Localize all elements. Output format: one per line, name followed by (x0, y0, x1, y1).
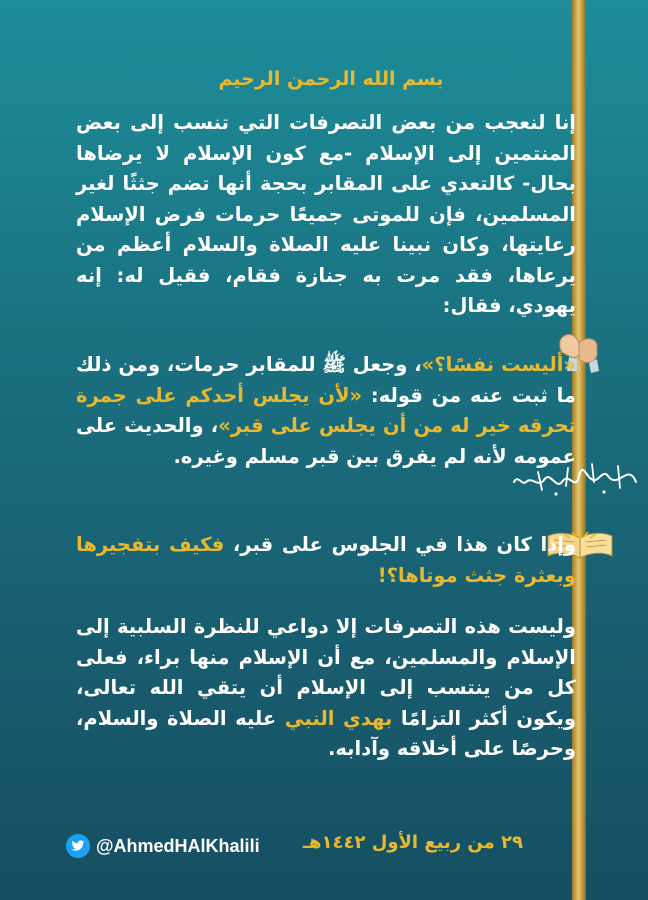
paragraph-3-highlight: فكيف بتفجيرها وبعثرة جثث موتاها؟! (76, 533, 576, 587)
paragraph-2 (76, 350, 576, 472)
basmala-heading: بسم الله الرحمن الرحيم (218, 68, 444, 90)
paragraph-3-start: وإذا كان هذا في الجلوس على قبر، (224, 533, 576, 556)
hadith-quote-2: «لأن يجلس أحدكم على جمرة تحرقه خير له من أن يجلس على قبر» (76, 383, 576, 437)
twitter-handle-link[interactable] (66, 832, 260, 860)
paragraph-4-end: عليه الصلاة والسلام، وحرصًا على أخلاقه وآدابه. (76, 706, 576, 760)
paragraph-4-highlight: بهدي النبي (284, 706, 393, 730)
paragraph-2-end: ، والحديث على عمومه لأنه لم يفرق بين قبر مسلم وغيره. (76, 414, 576, 468)
date-label: ٢٩ من ربيع الأول ١٤٤٢هـ (302, 832, 523, 853)
paragraph-1: إنا لنعجب من بعض التصرفات التي تنسب إلى بعض المنتمين إلى الإسلام -مع كون الإسلام لا يرضاها بحال- كالتعدي على المقابر بحجة أنها تضم جثثًا لغير المسلمين، فإن للموتى جميعًا حرمات فرض الإسلام رعايتها، وكان نبينا عليه الصلاة والسلام أعظم من يرعاها، فقد مرت به جنازة فقام، فقيل له: إنه يهودي، فقال: (76, 111, 576, 317)
paragraph-2-middle: ، وجعل ﷺ للمقابر حرمات، ومن ذلك ما ثبت عنه من قوله: (76, 353, 576, 407)
twitter-icon (66, 834, 90, 858)
paragraph-4 (76, 612, 576, 765)
hadith-quote-1: «أليست نفسًا؟» (421, 353, 576, 376)
twitter-handle-text: @AhmedHAlKhalili (96, 835, 260, 856)
paragraph-3 (76, 530, 576, 591)
paragraph-4-start: وليست هذه التصرفات إلا دواعي للنظرة السلبية إلى الإسلام والمسلمين، مع أن الإسلام منها براء، فعلى كل من ينتسب إلى الإسلام أن يتقي الله تعالى، ويكون أكثر التزامًا (76, 615, 577, 730)
